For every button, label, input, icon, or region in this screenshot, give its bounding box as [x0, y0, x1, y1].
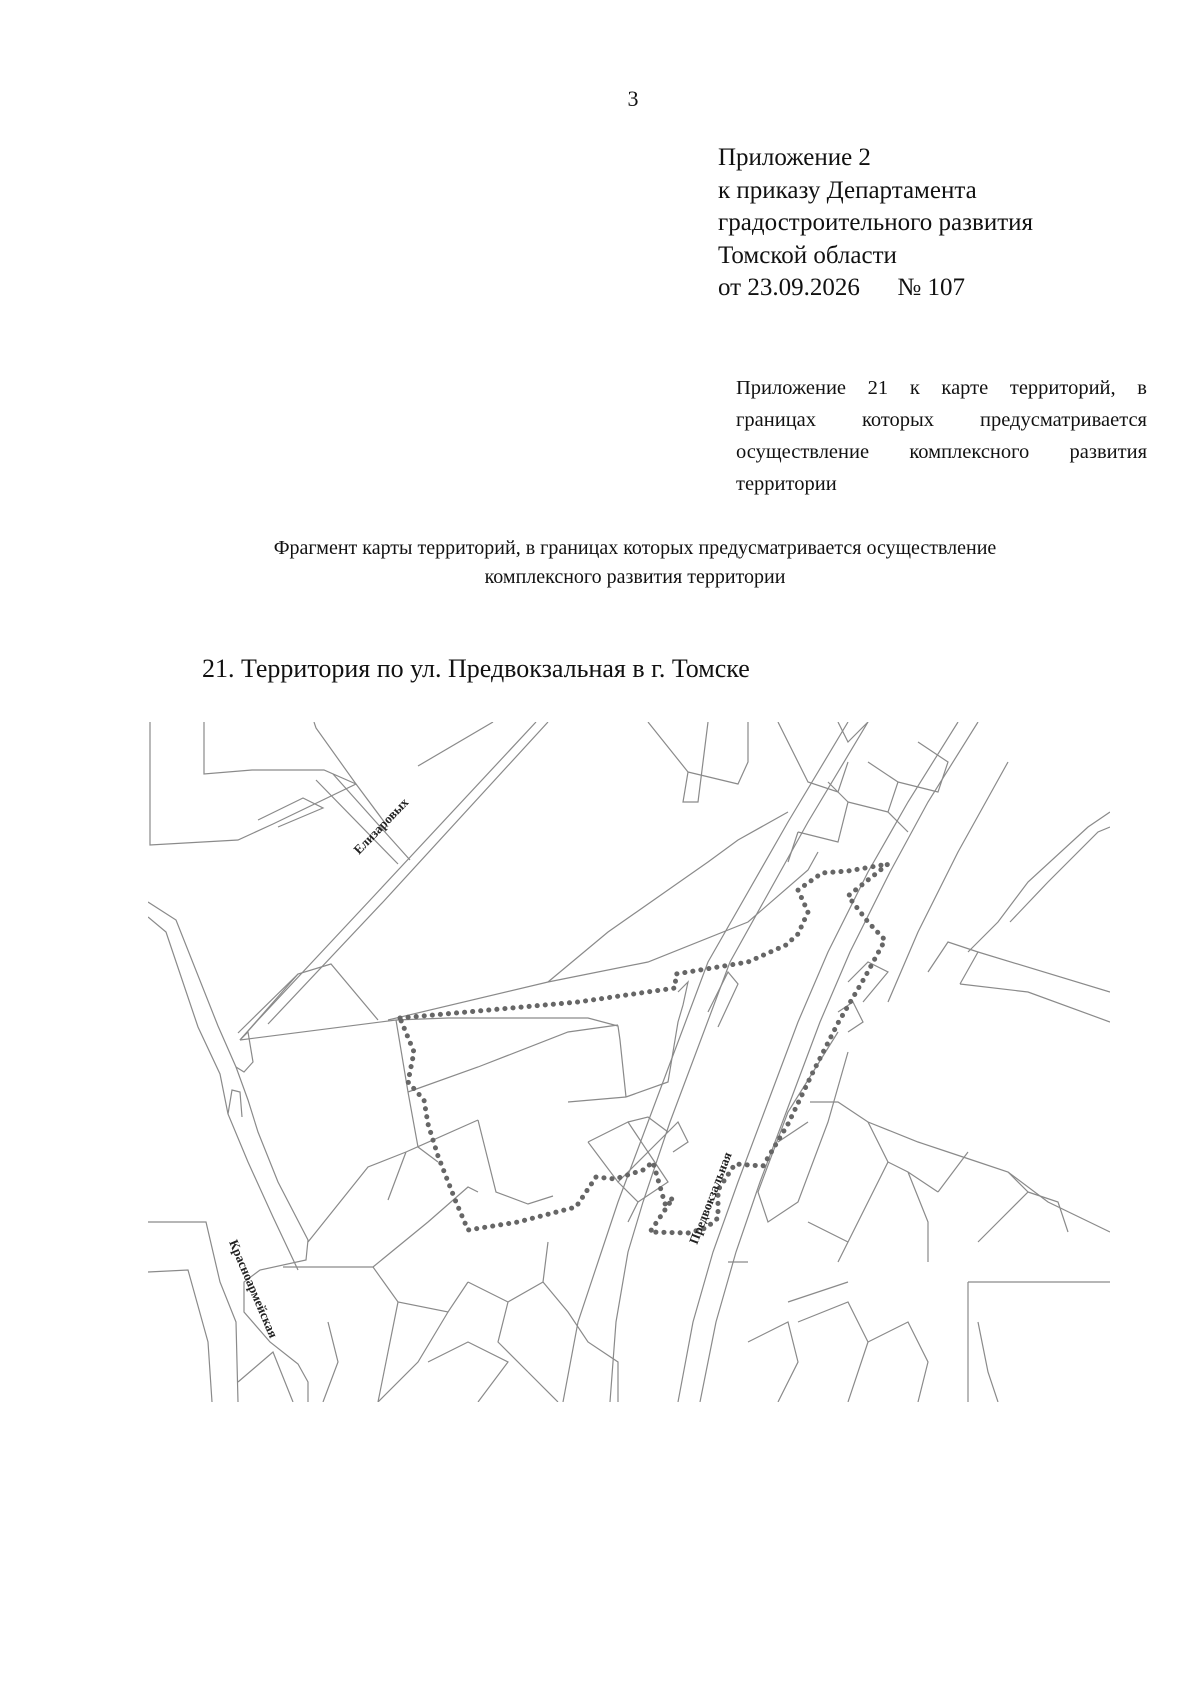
appendix-line-5: от 23.09.2026 № 107 [718, 274, 965, 301]
appendix-line-2: к приказу Департамента [718, 176, 977, 204]
street-label-elizarovykh: Елизаровых [350, 794, 412, 858]
fragment-caption [130, 534, 1140, 592]
territory-map [148, 722, 1110, 1402]
section-title: 21. Территория по ул. Предвокзальная в г. Томске [202, 654, 750, 683]
street-labels [226, 794, 734, 1340]
page-number: 3 [627, 86, 639, 111]
reference-note: Приложение 21 к карте территорий, в границах которых предусматривается осуществление комплексного развития территории [736, 377, 1147, 495]
project-boundary [400, 864, 888, 1233]
fragment-caption-line-2: комплексного развития территории [484, 566, 786, 588]
appendix-line-1: Приложение 2 [718, 144, 871, 171]
appendix-line-3: градостроительного развития [718, 209, 1034, 236]
appendix-header [718, 142, 1033, 305]
street-label-predvokzalnaya: Предвокзальная [685, 1149, 735, 1247]
cadastral-lines [148, 722, 1110, 1402]
street-label-krasnoarmeyskaya: Красноармейская [226, 1237, 282, 1340]
appendix-line-4: Томской области [718, 241, 897, 269]
fragment-caption-line-1: Фрагмент карты территорий, в границах которых предусматривается осуществление [273, 537, 997, 559]
